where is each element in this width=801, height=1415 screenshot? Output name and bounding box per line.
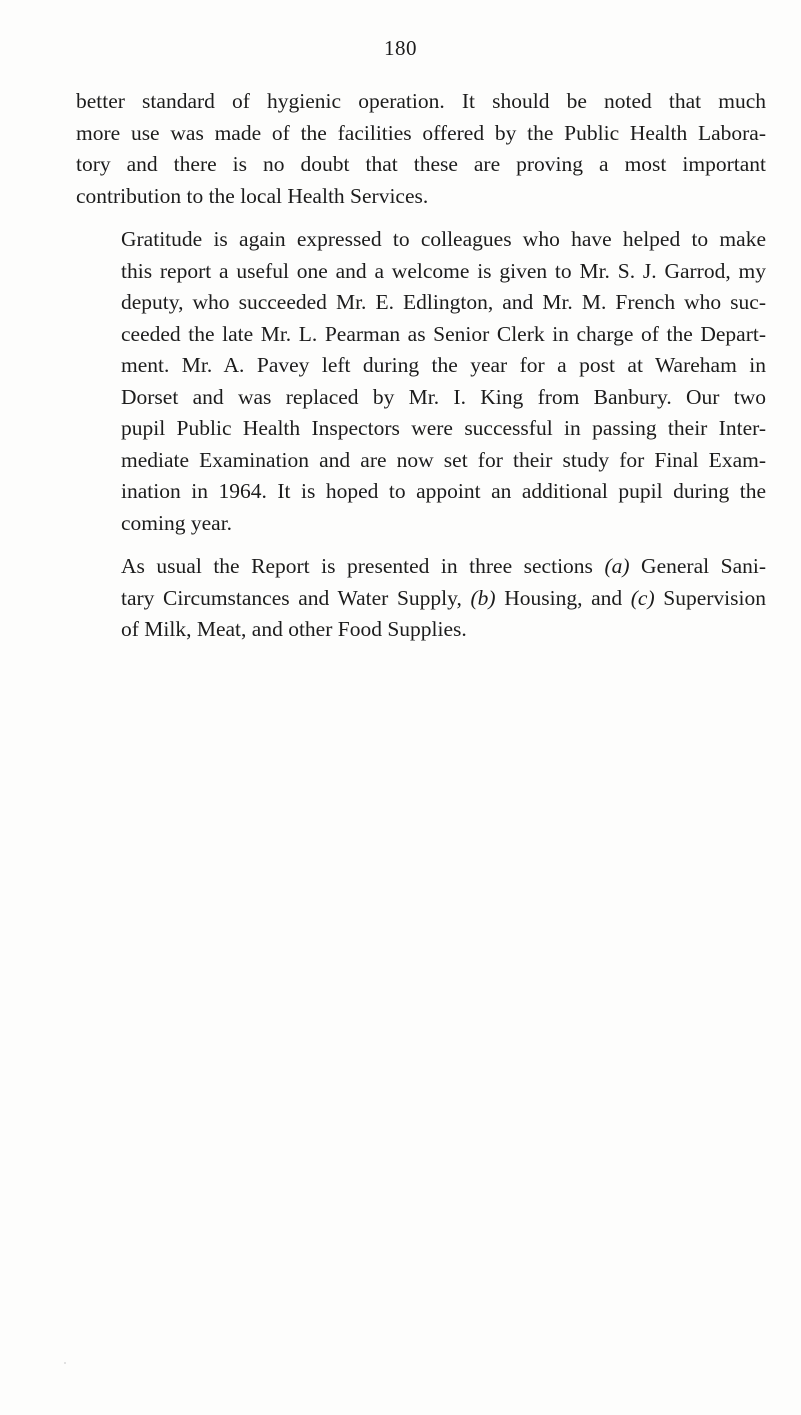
text-line: more use was made of the facilities offered by the Public Health Labora- bbox=[76, 120, 766, 145]
body-text bbox=[76, 86, 766, 646]
text-line: contribution to the local Health Services. bbox=[76, 183, 429, 208]
paragraph-2 bbox=[76, 224, 766, 539]
text-line: of Milk, Meat, and other Food Supplies. bbox=[121, 617, 467, 641]
text-line bbox=[76, 551, 766, 583]
paper-speck bbox=[64, 1362, 66, 1364]
text-line: Gratitude is again expressed to colleagues who have helped to make bbox=[121, 227, 766, 251]
text-line bbox=[76, 583, 766, 615]
page-number: 180 bbox=[384, 36, 417, 60]
text-run: Supervision bbox=[654, 585, 766, 610]
text-line: deputy, who succeeded Mr. E. Edlington, and Mr. M. French who suc- bbox=[121, 290, 766, 314]
text-line: tory and there is no doubt that these are proving a most important bbox=[76, 152, 766, 176]
text-line: mediate Examination and are now set for their study for Final Exam- bbox=[121, 447, 766, 472]
text-run: tary Circumstances and Water Supply, bbox=[121, 585, 471, 610]
text-line: ceeded the late Mr. L. Pearman as Senior Clerk in charge of the Depart- bbox=[121, 321, 766, 346]
section-label-c: (c) bbox=[630, 585, 655, 610]
paragraph-1 bbox=[76, 86, 766, 212]
text-run: General Sani- bbox=[629, 554, 766, 578]
text-line: ment. Mr. A. Pavey left during the year for a post at Wareham in bbox=[121, 353, 766, 377]
text-line: coming year. bbox=[121, 510, 233, 535]
text-run: Housing, and bbox=[495, 585, 631, 610]
text-line: ination in 1964. It is hoped to appoint an additional pupil during the bbox=[121, 479, 766, 503]
section-label-b: (b) bbox=[470, 585, 496, 610]
text-line: this report a useful one and a welcome is given to Mr. S. J. Garrod, my bbox=[121, 258, 766, 283]
section-label-a: (a) bbox=[604, 554, 630, 578]
text-line: Dorset and was replaced by Mr. I. King from Banbury. Our two bbox=[121, 384, 766, 409]
text-line: better standard of hygienic operation. It should be noted that much bbox=[76, 89, 766, 113]
paragraph-3 bbox=[76, 551, 766, 646]
text-run: As usual the Report is presented in three sections bbox=[121, 554, 605, 578]
text-line: pupil Public Health Inspectors were successful in passing their Inter- bbox=[121, 416, 766, 440]
